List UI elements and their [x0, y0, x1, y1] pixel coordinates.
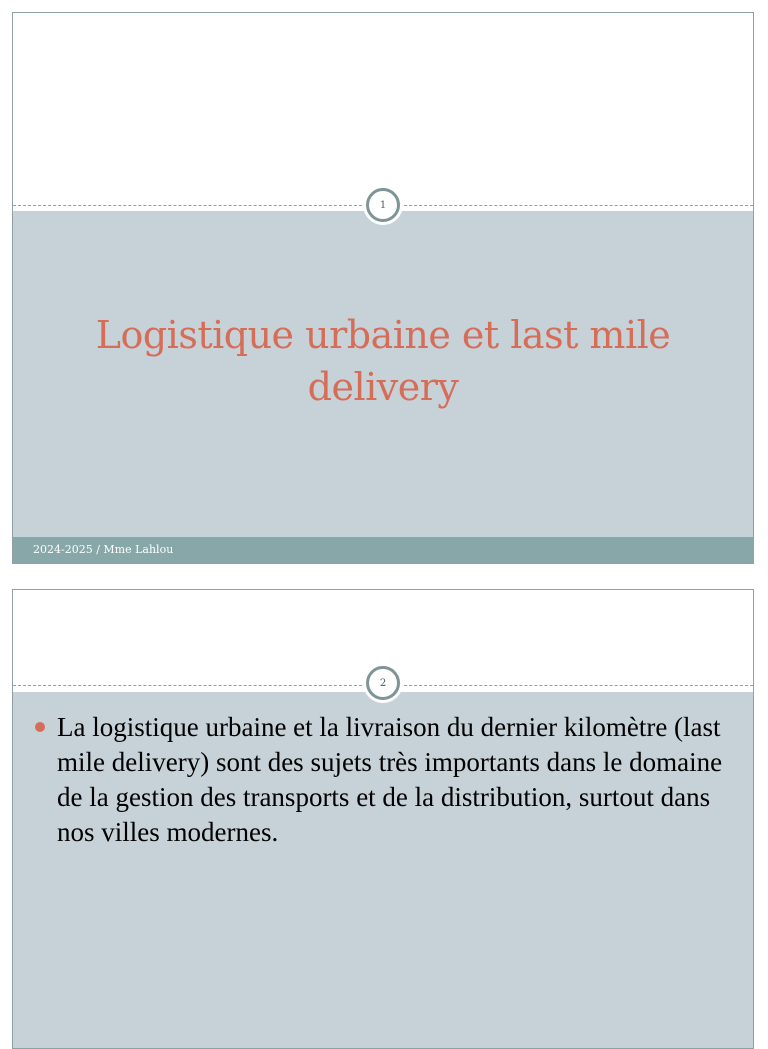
- slide-title: Logistique urbaine et last mile delivery: [95, 313, 671, 409]
- slide-footer-bar: [13, 537, 753, 563]
- slide-2[interactable]: [12, 589, 754, 1049]
- bullet-item: [33, 710, 733, 850]
- slide-number: 2: [366, 666, 400, 700]
- bullet-list: [33, 710, 733, 850]
- bullet-text: La logistique urbaine et la livraison du dernier kilomètre (last mile delivery) sont des sujets très importants dans le domaine de la gestion des transports et de la distribution, surtout dans nos villes modernes.: [57, 712, 723, 847]
- slide-footer-text: 2024-2025 / Mme Lahlou: [33, 543, 174, 556]
- bullet-dot-icon: [35, 722, 45, 732]
- slide-1[interactable]: [12, 12, 754, 564]
- slide-number-badge: [363, 663, 403, 703]
- slide-number: 1: [366, 188, 400, 222]
- slide-number-badge: [363, 185, 403, 225]
